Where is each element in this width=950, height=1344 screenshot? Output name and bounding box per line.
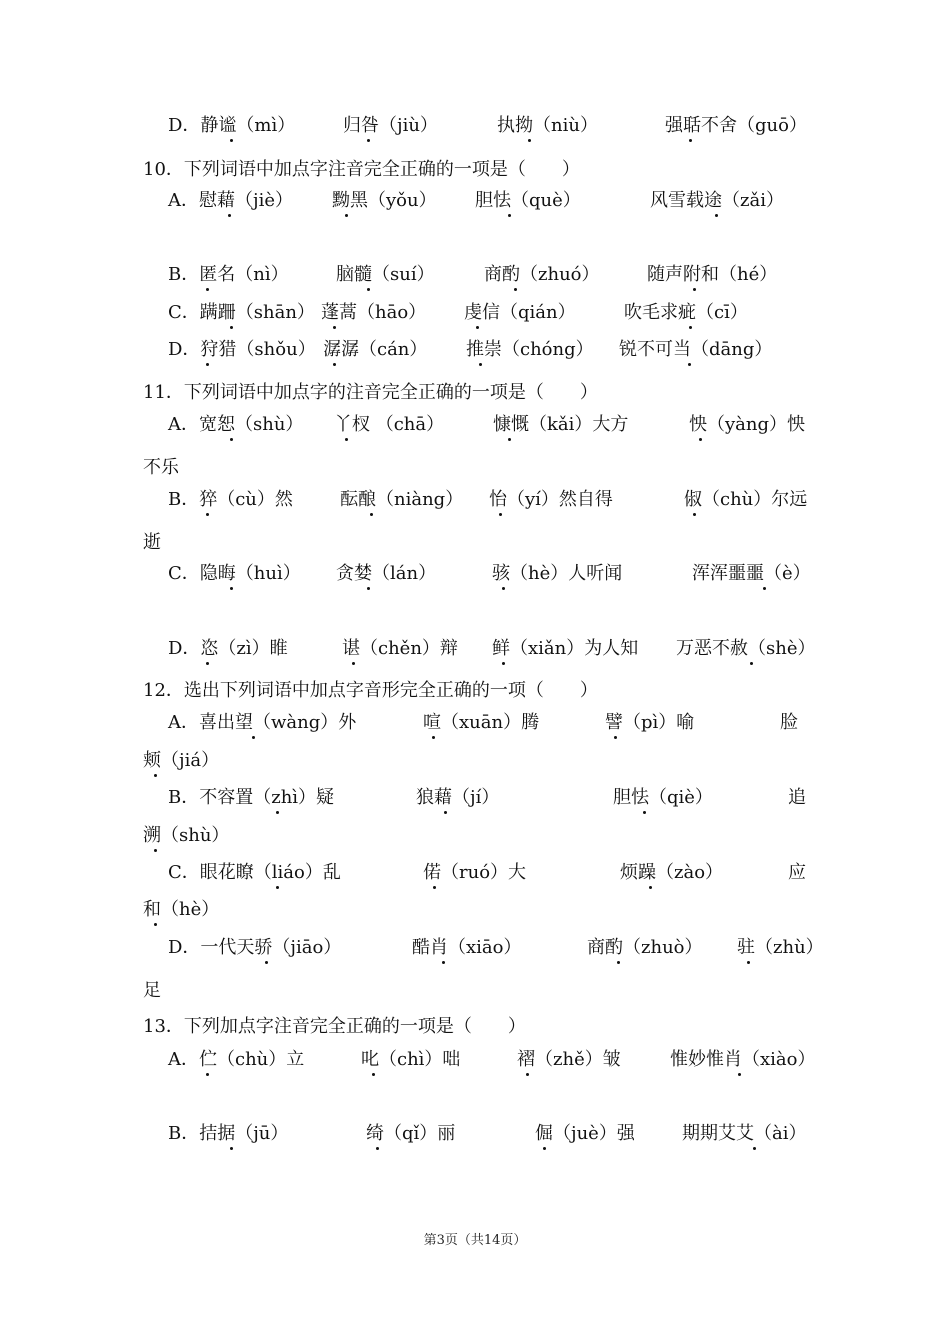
emphasis-dot <box>688 363 691 366</box>
option-word: 贪婪（lán） <box>336 563 437 584</box>
line-text: 不乐 <box>143 457 179 478</box>
option-word: 执拗（niù） <box>497 115 598 136</box>
text-line <box>0 1045 950 1075</box>
line-text: B．不容置（zhì）疑 <box>168 787 335 808</box>
emphasis-dot <box>543 1147 546 1150</box>
option-word: 万恶不赦（shè） <box>676 638 816 659</box>
emphasis-dot <box>715 214 718 217</box>
emphasis-dot <box>265 961 268 964</box>
emphasis-dot <box>614 736 617 739</box>
line-text: B．匿名（nì） <box>168 264 289 285</box>
emphasis-dot <box>689 139 692 142</box>
emphasis-dot <box>345 438 348 441</box>
option-word: 追 <box>788 787 806 808</box>
option-word: 偌（ruó）大 <box>423 862 527 883</box>
line-text: A．慰藉（jiè） <box>168 190 293 211</box>
emphasis-dot <box>444 811 447 814</box>
option-word: 酷肖（xiāo） <box>412 937 522 958</box>
line-text: 颊（jiá） <box>143 750 220 771</box>
option-word: 浑浑噩噩（è） <box>692 563 811 584</box>
emphasis-dot <box>372 1073 375 1076</box>
emphasis-dot <box>433 886 436 889</box>
text-line <box>0 895 950 925</box>
emphasis-dot <box>617 961 620 964</box>
text-line <box>0 676 950 706</box>
option-word: 叱（chì）咄 <box>361 1049 461 1070</box>
emphasis-dot <box>747 961 750 964</box>
text-line <box>0 155 950 185</box>
option-word: 倔（juè）强 <box>535 1123 635 1144</box>
line-text: 10．下列词语中加点字注音完全正确的一项是（ ） <box>143 159 580 180</box>
line-text: C．蹒跚（shān） <box>168 302 315 323</box>
emphasis-dot <box>333 326 336 329</box>
emphasis-dot <box>370 513 373 516</box>
emphasis-dot <box>230 438 233 441</box>
option-word: 锐不可当（dāng） <box>619 339 773 360</box>
option-word: 慷慨（kǎi）大方 <box>493 414 629 435</box>
option-word: 鲜（xiǎn）为人知 <box>492 638 639 659</box>
option-word: 潺潺（cán） <box>323 339 428 360</box>
option-word: 丫杈 （chā） <box>334 414 445 435</box>
option-word: 驻（zhù） <box>737 937 824 958</box>
emphasis-dot <box>206 513 209 516</box>
line-text: B．猝（cù）然 <box>168 489 293 510</box>
emphasis-dot <box>230 1147 233 1150</box>
option-word: 骇（hè）人听闻 <box>492 563 623 584</box>
line-text: D．静谧（mì） <box>168 115 296 136</box>
option-word: 狼藉（jí） <box>416 787 500 808</box>
emphasis-dot <box>345 214 348 217</box>
line-text: B．拮据（jū） <box>168 1123 289 1144</box>
line-text: 和（hè） <box>143 899 220 920</box>
line-text: A．宽恕（shù） <box>168 414 304 435</box>
line-text: D．狩猎（shǒu） <box>168 339 316 360</box>
option-word: 俶（chù）尔远 <box>684 489 808 510</box>
text-line <box>0 485 950 515</box>
emphasis-dot <box>376 1147 379 1150</box>
emphasis-dot <box>367 587 370 590</box>
option-word: 黝黑（yǒu） <box>332 190 437 211</box>
emphasis-dot <box>699 438 702 441</box>
line-text: A．喜出望（wàng）外 <box>168 712 357 733</box>
text-line <box>0 708 950 738</box>
option-word: 怡（yí）然自得 <box>489 489 613 510</box>
option-word: 商酌（zhuó） <box>484 264 600 285</box>
option-word: 譬（pì）喻 <box>605 712 695 733</box>
option-word: 褶（zhě）皱 <box>517 1049 621 1070</box>
emphasis-dot <box>476 326 479 329</box>
line-text: 溯（shù） <box>143 825 230 846</box>
line-text: 11．下列词语中加点字的注音完全正确的一项是（ ） <box>143 382 598 403</box>
emphasis-dot <box>206 1073 209 1076</box>
emphasis-dot <box>502 662 505 665</box>
option-word: 脸 <box>780 712 798 733</box>
text-line <box>0 410 950 440</box>
option-word: 谌（chěn）辩 <box>342 638 458 659</box>
option-word: 脑髓（suí） <box>336 264 435 285</box>
text-line <box>0 559 950 589</box>
text-line <box>0 260 950 290</box>
line-text: 12．选出下列词语中加点字音形完全正确的一项（ ） <box>143 680 598 701</box>
emphasis-dot <box>508 438 511 441</box>
option-word: 蓬蒿（hāo） <box>321 302 427 323</box>
emphasis-dot <box>230 139 233 142</box>
emphasis-dot <box>508 214 511 217</box>
emphasis-dot <box>154 923 157 926</box>
emphasis-dot <box>528 139 531 142</box>
text-line <box>0 378 950 408</box>
option-word: 虔信（qián） <box>464 302 576 323</box>
option-word: 喧（xuān）腾 <box>423 712 540 733</box>
emphasis-dot <box>154 774 157 777</box>
text-line <box>0 453 950 483</box>
emphasis-dot <box>432 736 435 739</box>
option-word: 胆怯（qiè） <box>613 787 713 808</box>
emphasis-dot <box>750 662 753 665</box>
option-word: 商酌（zhuò） <box>587 937 703 958</box>
emphasis-dot <box>738 1073 741 1076</box>
text-line <box>0 783 950 813</box>
line-text: 13．下列加点字注音完全正确的一项是（ ） <box>143 1016 526 1037</box>
text-line <box>0 298 950 328</box>
text-line <box>0 335 950 365</box>
emphasis-dot <box>230 587 233 590</box>
emphasis-dot <box>643 811 646 814</box>
option-word: 吹毛求疵（cī） <box>624 302 748 323</box>
option-word: 期期艾艾（ài） <box>682 1123 807 1144</box>
emphasis-dot <box>206 662 209 665</box>
text-line <box>0 821 950 851</box>
text-line <box>0 976 950 1006</box>
emphasis-dot <box>367 139 370 142</box>
line-text: A．伫（chù）立 <box>168 1049 305 1070</box>
text-line <box>0 1119 950 1149</box>
emphasis-dot <box>442 961 445 964</box>
emphasis-dot <box>367 288 370 291</box>
emphasis-dot <box>228 214 231 217</box>
line-text: C．眼花瞭（liáo）乱 <box>168 862 341 883</box>
option-word: 随声附和（hé） <box>647 264 778 285</box>
option-word: 烦躁（zào） <box>620 862 724 883</box>
option-word: 怏（yàng）怏 <box>689 414 806 435</box>
emphasis-dot <box>154 849 157 852</box>
option-word: 推崇（chóng） <box>466 339 594 360</box>
text-line <box>0 111 950 141</box>
option-word: 风雪载途（zǎi） <box>650 190 784 211</box>
emphasis-dot <box>352 662 355 665</box>
emphasis-dot <box>689 326 692 329</box>
emphasis-dot <box>252 736 255 739</box>
text-line <box>0 858 950 888</box>
line-text: D．恣（zì）睢 <box>168 638 288 659</box>
emphasis-dot <box>693 513 696 516</box>
emphasis-dot <box>206 363 209 366</box>
text-line <box>0 933 950 963</box>
emphasis-dot <box>230 326 233 329</box>
page-footer: 第3页（共14页） <box>423 1233 527 1248</box>
emphasis-dot <box>514 288 517 291</box>
emphasis-dot <box>479 363 482 366</box>
option-word: 应 <box>788 862 806 883</box>
emphasis-dot <box>526 1073 529 1076</box>
line-text: C．隐晦（huì） <box>168 563 301 584</box>
emphasis-dot <box>649 886 652 889</box>
text-line <box>0 186 950 216</box>
emphasis-dot <box>763 587 766 590</box>
option-word: 惟妙惟肖（xiào） <box>670 1049 816 1070</box>
option-word: 酝酿（niàng） <box>340 489 464 510</box>
text-line <box>0 528 950 558</box>
text-line <box>0 1012 950 1042</box>
emphasis-dot <box>333 363 336 366</box>
emphasis-dot <box>206 288 209 291</box>
line-text: D．一代天骄（jiāo） <box>168 937 342 958</box>
emphasis-dot <box>502 587 505 590</box>
option-word: 胆怯（què） <box>475 190 581 211</box>
emphasis-dot <box>499 513 502 516</box>
text-line <box>0 634 950 664</box>
emphasis-dot <box>276 886 279 889</box>
emphasis-dot <box>693 288 696 291</box>
emphasis-dot <box>753 1147 756 1150</box>
option-word: 归咎（jiù） <box>343 115 438 136</box>
text-line <box>0 746 950 776</box>
option-word: 强聒不舍（guō） <box>665 115 807 136</box>
option-word: 绮（qǐ）丽 <box>366 1123 456 1144</box>
line-text: 足 <box>143 980 161 1001</box>
emphasis-dot <box>276 811 279 814</box>
line-text: 逝 <box>143 532 161 553</box>
